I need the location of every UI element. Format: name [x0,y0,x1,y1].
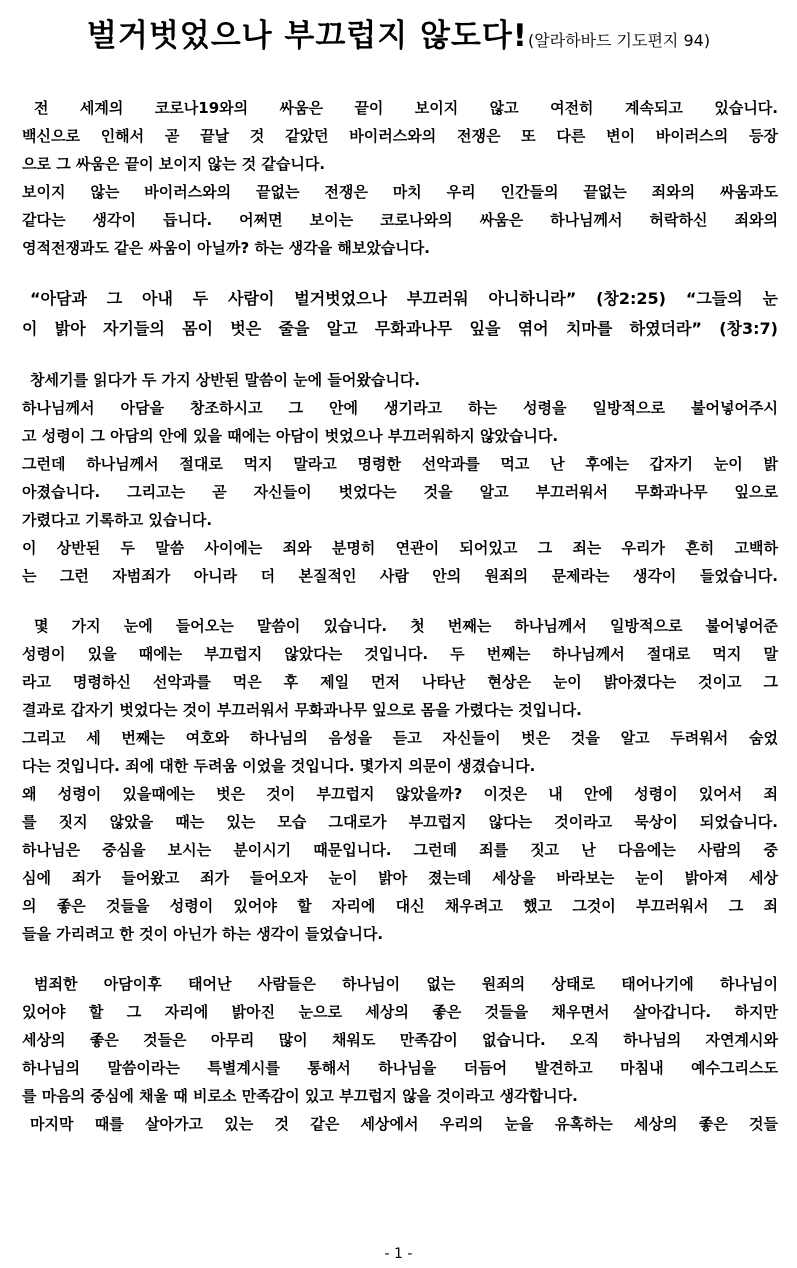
text-line: 보이지 않는 바이러스와의 끝없는 전쟁은 마치 우리 인간들의 끝없는 죄와의 싸움과도 [22,183,778,201]
text-line: 가렸다고 기록하고 있습니다. [22,511,213,529]
text-line: 하나님께서 아담을 창조하시고 그 안에 생기라고 하는 성령을 일방적으로 불어넣어주시 [22,399,778,417]
paragraph-gap [22,344,778,366]
title-subtitle: (알라하바드 기도편지 94) [527,31,711,50]
paragraph-gap [22,262,778,284]
text-line: 으로 그 싸움은 끝이 보이지 않는 것 같습니다. [22,155,326,173]
text-line: 심에 죄가 들어왔고 죄가 들어오자 눈이 밝아 졌는데 세상을 바라보는 눈이 밝아져 세상 [22,869,778,887]
text-line: 창세기를 읽다가 두 가지 상반된 말씀이 눈에 들어왔습니다. [30,371,421,389]
title-main: 벌거벗었으나 부끄럽지 않도다! [86,18,528,54]
paragraph-scripture-quote [22,284,778,344]
paragraph-intro [22,94,778,262]
scripture-line: “아담과 그 아내 두 사람이 벌거벗었으나 부끄러워 아니하니라” (창2:25) “그들의 눈 [30,289,778,308]
text-line: 영적전쟁과도 같은 싸움이 아닐까? 하는 생각을 해보았습니다. [22,239,430,257]
paragraph-conclusion [22,970,778,1138]
text-line: 마지막 때를 살아가고 있는 것 같은 세상에서 우리의 눈을 유혹하는 세상의 좋은 것들 [30,1115,778,1133]
paragraph-observations [22,612,778,948]
text-line: 를 짓지 않았을 때는 있는 모습 그대로가 부끄럽지 않다는 것이라고 묵상이 되었습니다. [22,813,778,831]
text-line: 하나님의 말씀이라는 특별계시를 통해서 하나님을 더듬어 발견하고 마침내 예수그리스도 [22,1059,778,1077]
text-line: 같다는 생각이 듭니다. 어쩌면 보이는 코로나와의 싸움은 하나님께서 허락하신 죄와의 [22,211,778,229]
paragraph-gap [22,948,778,970]
text-line: 세상의 좋은 것들은 아무리 많이 채워도 만족감이 없습니다. 오직 하나님의 자연계시와 [22,1031,778,1049]
text-line: 아졌습니다. 그리고는 곧 자신들이 벗었다는 것을 알고 부끄러워서 무화과나무 잎으로 [22,483,778,501]
document-title [0,14,797,63]
text-line: 성령이 있을 때에는 부끄럽지 않았다는 것입니다. 두 번째는 하나님께서 절대로 먹지 말 [22,645,778,663]
text-line: 는 그런 자범죄가 아니라 더 본질적인 사람 안의 원죄의 문제라는 생각이 들었습니다. [22,567,778,585]
page-number: - 1 - [384,1246,413,1262]
text-line: 라고 명령하신 선악과를 먹은 후 제일 먼저 나타난 현상은 눈이 밝아졌다는 것이고 그 [22,673,778,691]
text-line: 백신으로 인해서 곧 끝날 것 같았던 바이러스와의 전쟁은 또 다른 변이 바이러스의 등장 [22,127,778,145]
text-line: 왜 성령이 있을때에는 벗은 것이 부끄럽지 않았을까? 이것은 내 안에 성령이 있어서 죄 [22,785,778,803]
text-line: 고 성령이 그 아담의 안에 있을 때에는 아담이 벗었으나 부끄러워하지 않았습니다. [22,427,559,445]
text-line: 있어야 할 그 자리에 밝아진 눈으로 세상의 좋은 것들을 채우면서 살아갑니다. 하지만 [22,1003,778,1021]
text-line: 결과로 갑자기 벗었다는 것이 부끄러워서 무화과나무 잎으로 몸을 가렸다는 것입니다. [22,701,582,719]
text-line: 다는 것입니다. 죄에 대한 두려움 이었을 것입니다. 몇가지 의문이 생겼습니다. [22,757,536,775]
text-line: 그런데 하나님께서 절대로 먹지 말라고 명령한 선악과를 먹고 난 후에는 갑자기 눈이 밝 [22,455,778,473]
text-line: 이 상반된 두 말씀 사이에는 죄와 분명히 연관이 되어있고 그 죄는 우리가 흔히 고백하 [22,539,778,557]
text-line: 범죄한 아담이후 태어난 사람들은 하나님이 없는 원죄의 상태로 태어나기에 하나님이 [34,975,778,993]
text-line: 전 세계의 코로나19와의 싸움은 끝이 보이지 않고 여전히 계속되고 있습니다. [34,99,778,117]
paragraph-genesis-reflection [22,366,778,590]
paragraph-gap [22,590,778,612]
scripture-line: 이 밝아 자기들의 몸이 벗은 줄을 알고 무화과나무 잎을 엮어 치마를 하였더라” (창3:7) [22,319,778,338]
document-body [22,94,778,1138]
text-line: 그리고 세 번째는 여호와 하나님의 음성을 듣고 자신들이 벗은 것을 알고 두려워서 숨었 [22,729,778,747]
text-line: 들을 가리려고 한 것이 아닌가 하는 생각이 들었습니다. [22,925,384,943]
text-line: 의 좋은 것들을 성령이 있어야 할 자리에 대신 채우려고 했고 그것이 부끄러워서 그 죄 [22,897,778,915]
text-line: 몇 가지 눈에 들어오는 말씀이 있습니다. 첫 번째는 하나님께서 일방적으로 불어넣어준 [34,617,778,635]
text-line: 를 마음의 중심에 채울 때 비로소 만족감이 있고 부끄럽지 않을 것이라고 생각합니다. [22,1087,578,1105]
text-line: 하나님은 중심을 보시는 분이시기 때문입니다. 그런데 죄를 짓고 난 다음에는 사람의 중 [22,841,778,859]
